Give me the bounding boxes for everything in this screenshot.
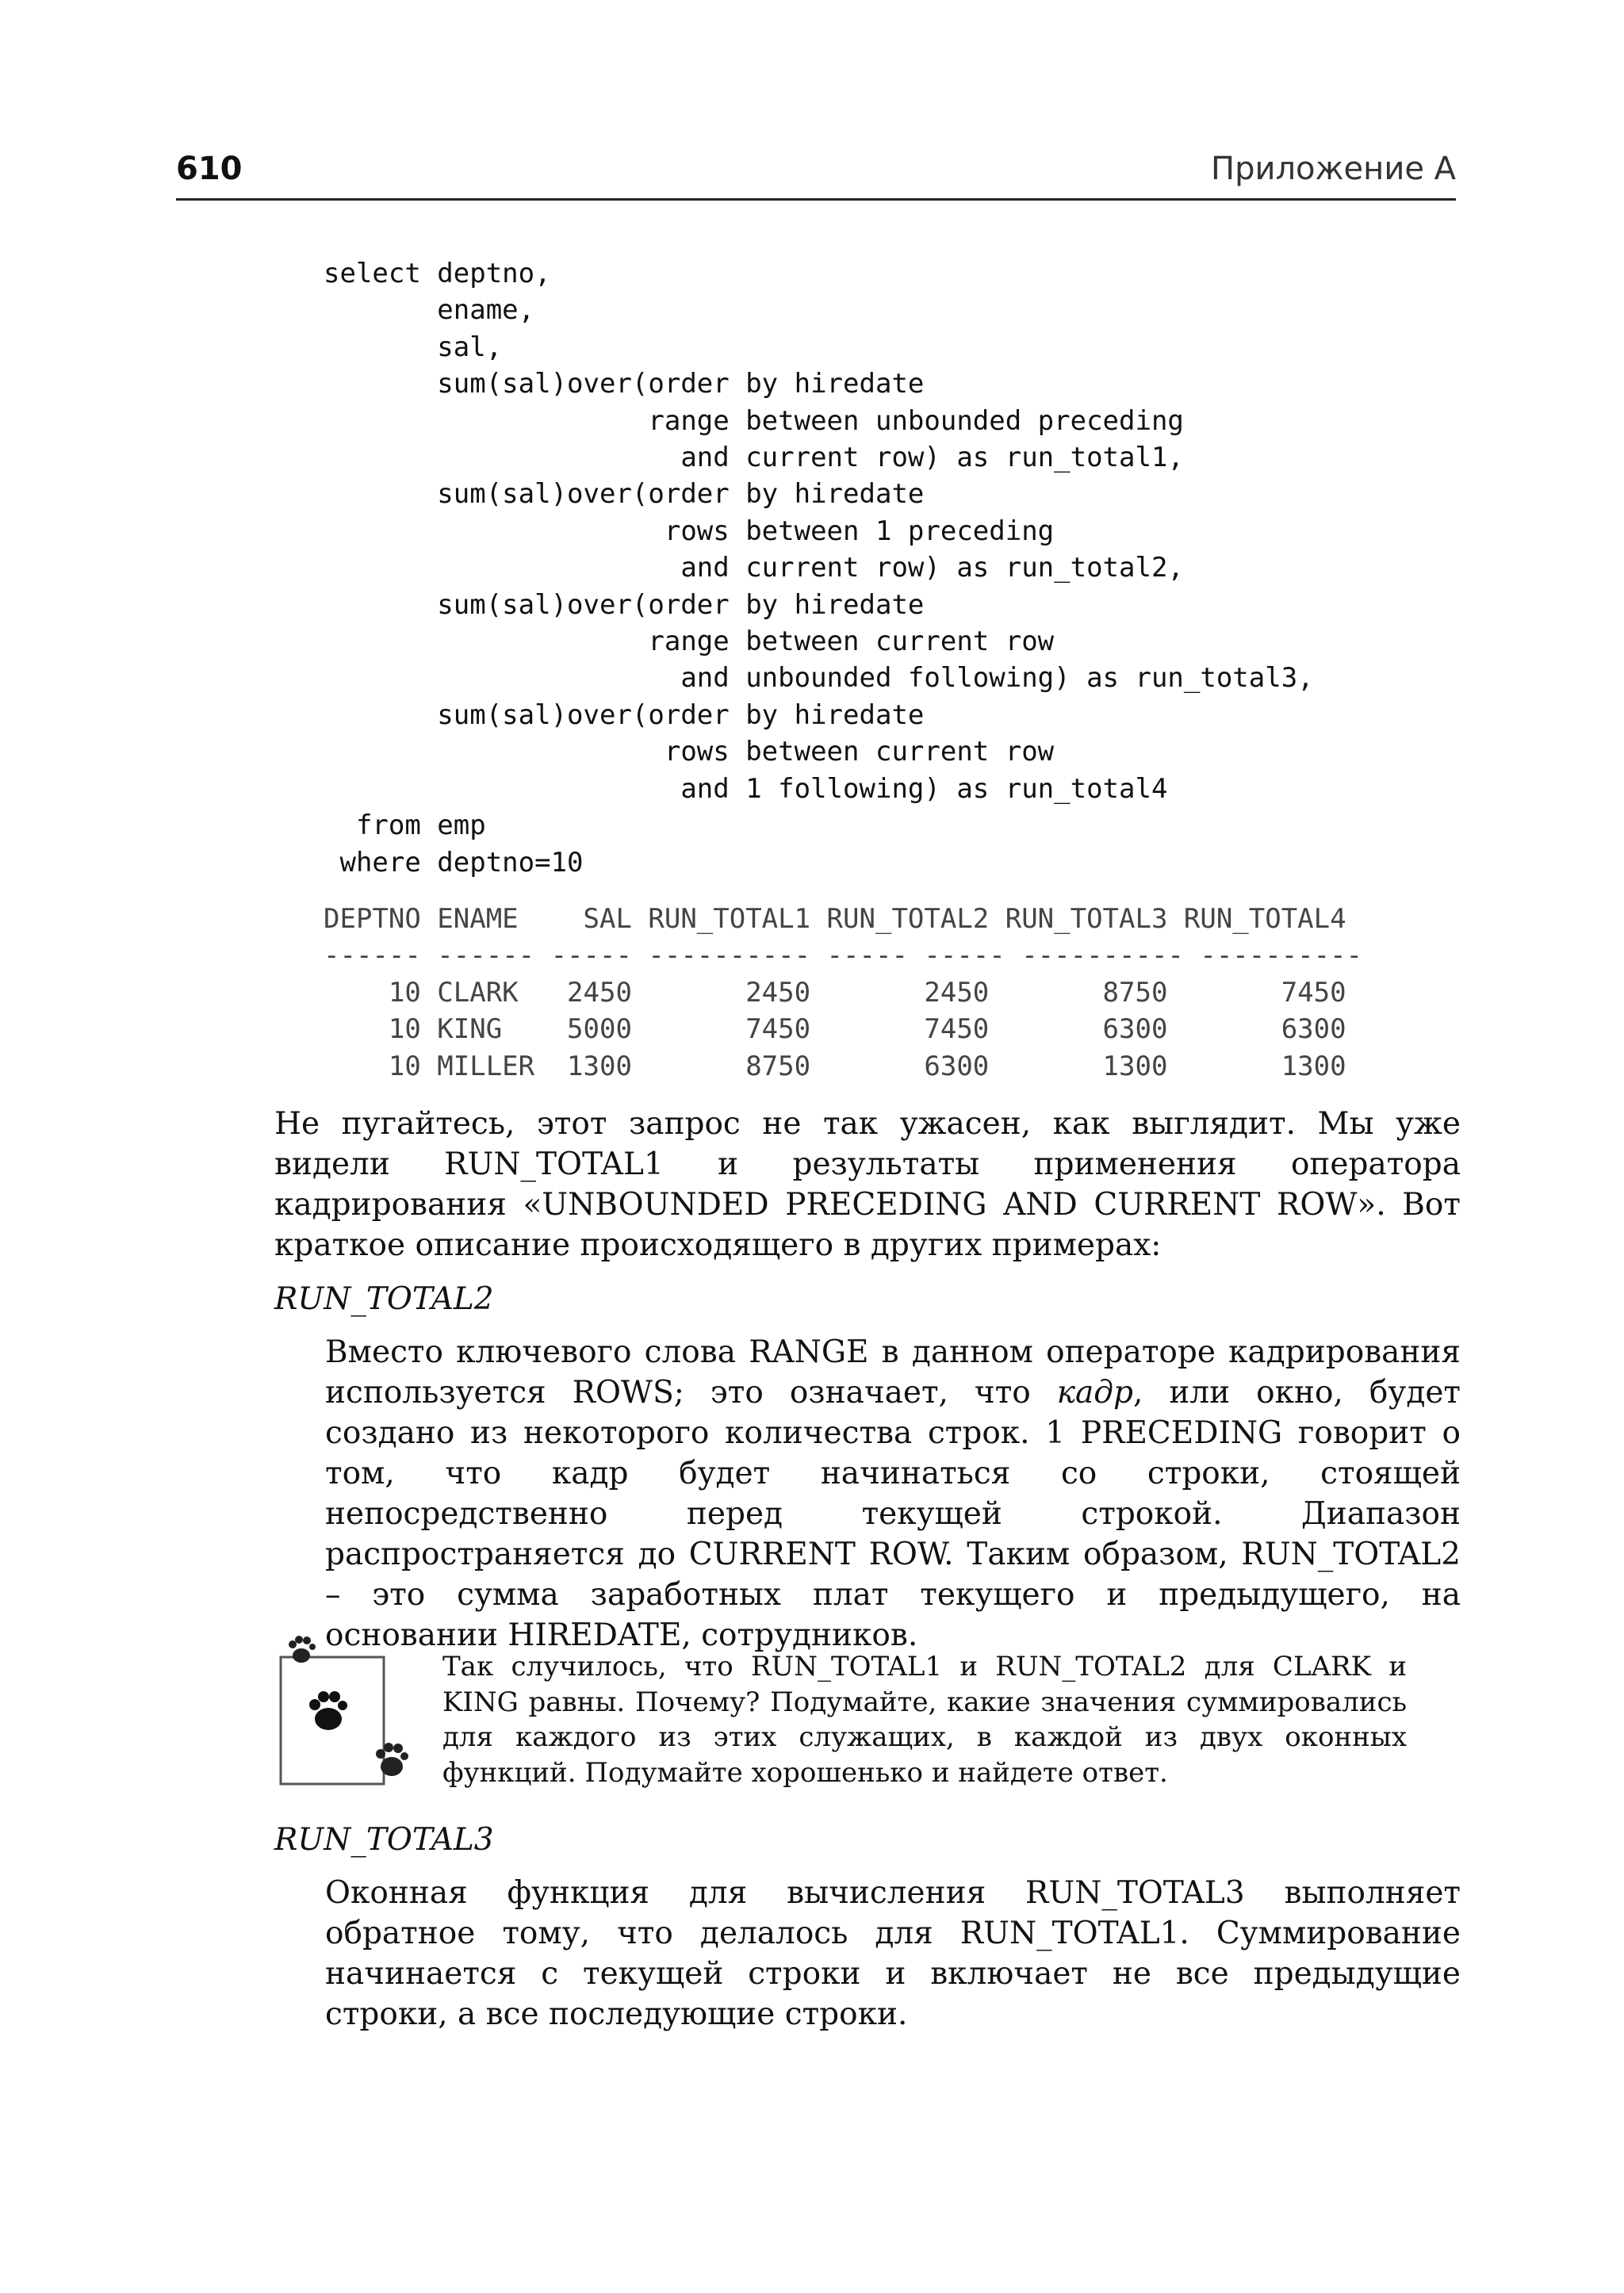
page-number: 610 [176, 151, 243, 187]
page-header [176, 151, 1456, 201]
run-total2-text-end: , или окно, будет создано из некоторого количества строк. 1 PRECEDING говорит о том, что кадр будет начинаться со строки, стоящей непосредственно перед текущей строкой. Диапазон распространяется до CURRENT ROW. Таким образом, RUN_TOTAL2 – это сумма заработных плат текущего и предыдущего, на основании HIREDATE, сотрудников. [325, 1375, 1461, 1653]
paw-prints-icon [273, 1625, 423, 1792]
query-result-table: DEPTNO ENAME SAL RUN_TOTAL1 RUN_TOTAL2 RUN_TOTAL3 RUN_TOTAL4 ------ ------ ----- ---------- ----- ----- ---------- ---------- 10 CLARK 2450 2450 2450 8750 7450 10 KING 5000 7450 7450 6300 6300 10 MILLER 1300 8750 6300 1300 1300 [324, 903, 1363, 1082]
run-total2-text-start: Вместо ключевого слова RANGE в данном операторе кадрирования используется ROWS; это означает, что [325, 1334, 1461, 1411]
run-total2-paragraph [325, 1332, 1461, 1656]
section-heading-run-total2: RUN_TOTAL2 [274, 1281, 494, 1317]
running-title: Приложение А [1211, 151, 1456, 187]
run-total3-paragraph: Оконная функция для вычисления RUN_TOTAL3 выполняет обратное тому, что делалось для RUN_TOTAL1. Суммирование начинается с текущей строки и включает не все предыдущие строки, а все последующие строки. [325, 1875, 1461, 2032]
term-kadr: кадр [1056, 1375, 1133, 1411]
sql-code-block: select deptno, ename, sal, sum(sal)over(order by hiredate range between unbounded preceding and current row) as run_total1, sum(sal)over(order by hiredate rows between 1 preceding and current row) as run_total2, sum(sal)over(order by hiredate range between current row and unbounded following) as run_total3, sum(sal)over(order by hiredate rows between current row and 1 following) as run_total4 from emp where deptno=10 [324, 258, 1314, 879]
intro-paragraph: Не пугайтесь, этот запрос не так ужасен, как выглядит. Мы уже видели RUN_TOTAL1 и результаты применения оператора кадрирования «UNBOUNDED PRECEDING AND CURRENT ROW». Вот краткое описание происходящего в других примерах: [274, 1106, 1461, 1263]
section-heading-run-total3: RUN_TOTAL3 [274, 1822, 494, 1858]
note-text: Так случилось, что RUN_TOTAL1 и RUN_TOTAL2 для CLARK и KING равны. Почему? Подумайте, какие значения суммировались для каждого из этих служащих, в каждой из двух оконных функций. Подумайте хорошенько и найдете ответ. [442, 1651, 1407, 1789]
